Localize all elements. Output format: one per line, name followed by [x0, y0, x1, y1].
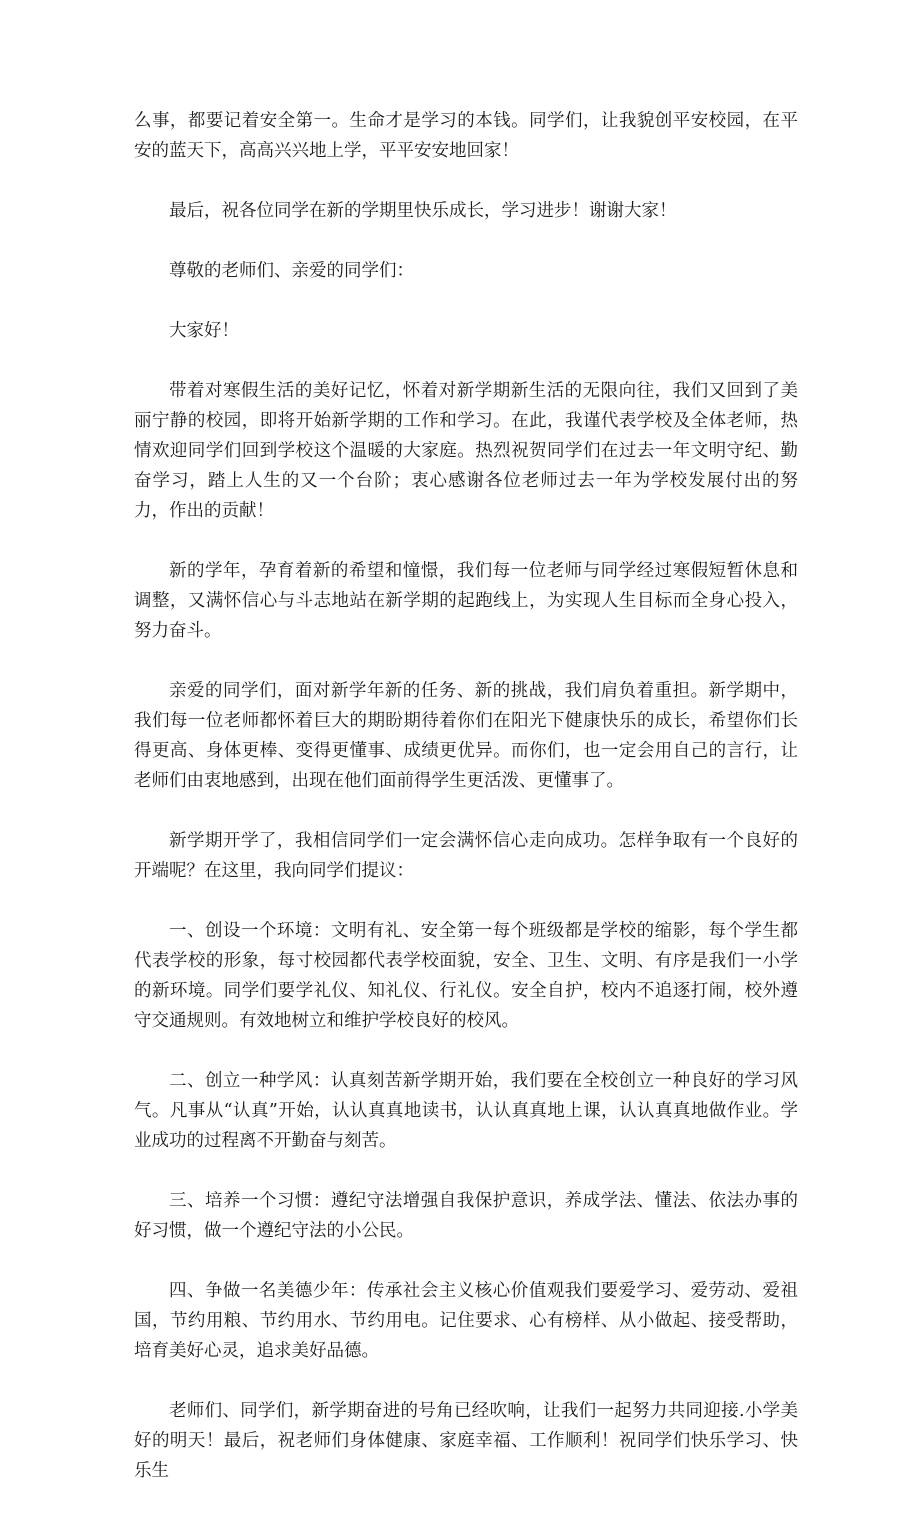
paragraph-proposal-2: 二、创立一种学风：认真刻苦新学期开始，我们要在全校创立一种良好的学习风气。凡事从“认真”开始，认认真真地读书，认认真真地上课，认认真真地做作业。学业成功的过程离不开勤奋与刻苦。 — [134, 1071, 798, 1151]
paragraph-new-year: 新的学年，孕育着新的希望和憧憬，我们每一位老师与同学经过寒假短暂休息和调整，又满怀信心与斗志地站在新学期的起跑线上，为实现人生目标而全身心投入，努力奋斗。 — [134, 561, 798, 641]
paragraph-proposal-3: 三、培养一个习惯：遵纪守法增强自我保护意识，养成学法、懂法、依法办事的好习惯，做一个遵纪守法的小公民。 — [134, 1191, 798, 1241]
paragraph-proposal-4: 四、争做一名美德少年：传承社会主义核心价值观我们要爱学习、爱劳动、爱祖国，节约用粮、节约用水、节约用电。记住要求、心有榜样、从小做起、接受帮助，培育美好心灵，追求美好品德。 — [134, 1281, 798, 1361]
paragraph-conclusion: 老师们、同学们，新学期奋进的号角已经吹响，让我们一起努力共同迎接.小学美好的明天！最后，祝老师们身体健康、家庭幸福、工作顺利！祝同学们快乐学习、快乐生 — [134, 1401, 798, 1481]
paragraph-greeting: 大家好！ — [169, 321, 239, 341]
paragraph-students: 亲爱的同学们，面对新学年新的任务、新的挑战，我们肩负着重担。新学期中，我们每一位老师都怀着巨大的期盼期待着你们在阳光下健康快乐的成长，希望你们长得更高、身体更棒、变得更懂事、成绩更优异。而你们，也一定会用自己的言行，让老师们由衷地感到，出现在他们面前得学生更活泼、更懂事了。 — [134, 681, 798, 791]
paragraph-closing-wish: 最后，祝各位同学在新的学期里快乐成长，学习进步！谢谢大家！ — [169, 201, 677, 221]
paragraph-proposal-1: 一、创设一个环境：文明有礼、安全第一每个班级都是学校的缩影，每个学生都代表学校的形象，每寸校园都代表学校面貌，安全、卫生、文明、有序是我们一小学的新环境。同学们要学礼仪、知礼仪、行礼仪。安全自护，校内不追逐打闹，校外遵守交通规则。有效地树立和维护学校良好的校风。 — [134, 921, 798, 1031]
paragraph-continued: 么事，都要记着安全第一。生命才是学习的本钱。同学们，让我貌创平安校园，在平安的蓝天下，高高兴兴地上学，平平安安地回家！ — [134, 111, 798, 161]
paragraph-welcome: 带着对寒假生活的美好记忆，怀着对新学期新生活的无限向往，我们又回到了美丽宁静的校园，即将开始新学期的工作和学习。在此，我谨代表学校及全体老师，热情欢迎同学们回到学校这个温暖的大家庭。热烈祝贺同学们在过去一年文明守纪、勤奋学习，踏上人生的又一个台阶；衷心感谢各位老师过去一年为学校发展付出的努力，作出的贡献！ — [134, 381, 798, 521]
paragraph-salutation: 尊敬的老师们、亲爱的同学们： — [169, 261, 414, 281]
paragraph-proposal-intro: 新学期开学了，我相信同学们一定会满怀信心走向成功。怎样争取有一个良好的开端呢？在这里，我向同学们提议： — [134, 831, 798, 881]
document-body — [134, 106, 798, 1516]
